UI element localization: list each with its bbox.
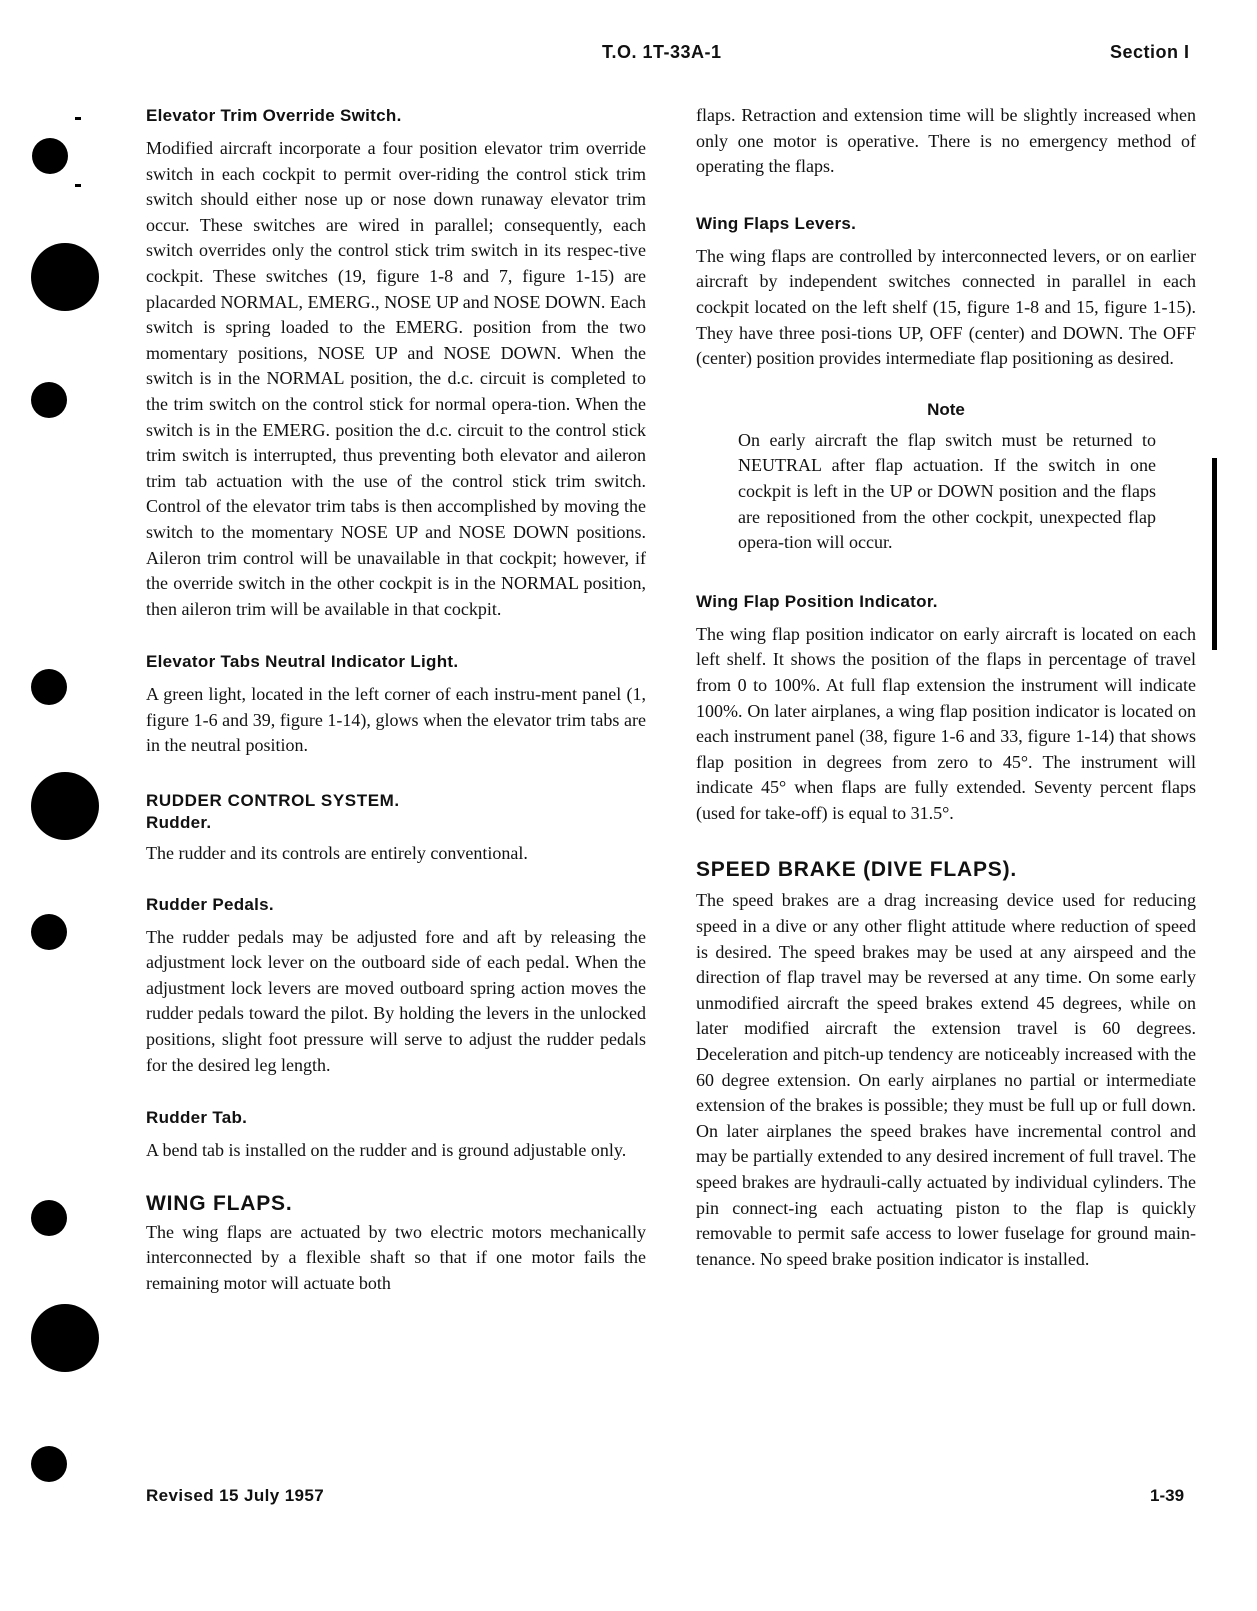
paragraph-wing-flaps: The wing flaps are actuated by two electric motors mechanically interconnected by a flexible shaft so that if one motor fails the remaining motor will actuate both <box>146 1221 646 1293</box>
heading-elevator-trim-override: Elevator Trim Override Switch. <box>146 106 402 125</box>
margin-mark <box>75 184 81 187</box>
paragraph-rudder-pedals: The rudder pedals may be adjusted fore and aft by releasing the adjustment lock lever on the outboard side of each pedal. When the adjustment lock levers are moved outboard spring action moves the rudder pedals toward the pilot. By holding the levers in the unlocked positions, slight foot pressure will serve to adjust the rudder pedals for the desired leg length. <box>146 926 646 1075</box>
right-column <box>696 103 1196 1272</box>
binder-hole <box>31 382 67 418</box>
paragraph-rudder: The rudder and its controls are entirely conventional. <box>146 843 528 864</box>
heading-rudder-control-system: RUDDER CONTROL SYSTEM. <box>146 791 400 811</box>
paragraph-speed-brake: The speed brakes are a drag increasing device used for reducing speed in a dive or any other flight attitude where reduction of speed is desired. The speed brakes may be used at any airspeed and the direction of flap travel may be reversed at any time. On some early unmodified aircraft the speed brakes extend 45 degrees, while on later modified aircraft the extension travel is 60 degrees. Deceleration and pitch-up tendency are noticeably increased with the 60 degree extension. On early airplanes no partial or intermediate extension of the brakes is possible; they must be full up or full down. On later airplanes the speed brakes have incremental control and may be partially extended to any desired increment of full travel. The speed brakes are hydrauli-cally actuated by individual cylinders. The pin connect-ing each actuating piston to the flap is quickly removable to permit safe access to lower fuselage for ground main-tenance. No speed brake position indicator is installed. <box>696 890 1196 1269</box>
binder-hole <box>31 1200 67 1236</box>
left-column <box>146 106 646 1297</box>
binder-hole <box>31 669 67 705</box>
binder-hole <box>32 138 68 174</box>
revision-change-bar <box>1212 458 1217 650</box>
heading-wing-flaps: WING FLAPS. <box>146 1191 293 1215</box>
binder-hole <box>31 914 67 950</box>
note-title: Note <box>927 399 965 419</box>
note-body: On early aircraft the flap switch must be returned to NEUTRAL after flap actuation. If the switch in one cockpit is left in the UP or DOWN position and the flaps are repositioned from the other cockpit, unexpected flap opera-tion will occur. <box>738 429 1156 553</box>
heading-rudder-pedals: Rudder Pedals. <box>146 894 274 914</box>
paragraph-elevator-trim-override: Modified aircraft incorporate a four position elevator trim override switch in each cockpit to permit over-riding the control stick trim switch should either nose up or nose down runaway elevator trim occur. These switches are wired in parallel; consequently, each switch overrides only the control stick trim switch in its respec-tive cockpit. These switches (19, figure 1-8 and 7, figure 1-15) are placarded NORMAL, EMERG., NOSE UP and NOSE DOWN. Each switch is spring loaded to the EMERG. position from the two momentary positions, NOSE UP and NOSE DOWN. When the switch is in the NORMAL position, the d.c. circuit is completed to the trim switch on the control stick for normal opera-tion. When the switch is in the EMERG. position the d.c. circuit to the control stick trim switch is interrupted, thus preventing both elevator and aileron trim tab actuation with the use of the control stick trim switch. Control of the elevator trim tabs is then accomplished by moving the switch to the momentary NOSE UP and NOSE DOWN positions. Aileron trim control will be unavailable in that cockpit; however, if the override switch in the other cockpit is in the NORMAL position, then aileron trim will be available in that cockpit. <box>146 138 646 619</box>
paragraph-wing-flaps-levers: The wing flaps are controlled by interconnected levers, or on earlier aircraft by independent switches connected in parallel in each cockpit located on the left shelf (15, figure 1-8 and 15, figure 1-15). They have three posi-tions UP, OFF (center) and DOWN. The OFF (center) position provides intermediate flap positioning as desired. <box>696 245 1196 369</box>
heading-speed-brake: SPEED BRAKE (DIVE FLAPS). <box>696 858 1018 882</box>
binder-hole <box>31 1446 67 1482</box>
document-id: T.O. 1T-33A-1 <box>602 42 722 62</box>
paragraph-wing-flaps-continued: flaps. Retraction and extension time will be slightly increased when only one motor is operative. There is no emergency method of operating the flaps. <box>696 105 1196 177</box>
revision-date: Revised 15 July 1957 <box>146 1486 325 1505</box>
heading-rudder-tab: Rudder Tab. <box>146 1108 248 1128</box>
paragraph-elevator-tabs-neutral-light: A green light, located in the left corner of each instru-ment panel (1, figure 1-6 and 39, figure 1-14), glows when the elevator trim tabs are in the neutral position. <box>146 684 646 756</box>
paragraph-wing-flap-position-indicator: The wing flap position indicator on early aircraft is located on each left shelf. It shows the position of the flaps in percentage of travel from 0 to 100%. At full flap extension the instrument will indicate 100%. On later airplanes, a wing flap position indicator is located on each instrument panel (38, figure 1-6 and 33, figure 1-14) that shows flap position in degrees from zero to 45°. The instrument will indicate 45° when flaps are fully extended. Seventy percent flaps (used for take-off) is equal to 31.5°. <box>696 623 1196 823</box>
heading-rudder: Rudder. <box>146 813 212 833</box>
heading-wing-flaps-levers: Wing Flaps Levers. <box>696 213 857 233</box>
paragraph-rudder-tab: A bend tab is installed on the rudder and is ground adjustable only. <box>146 1140 627 1161</box>
binder-hole <box>31 1304 99 1372</box>
page-number: 1-39 <box>1150 1486 1185 1505</box>
heading-wing-flap-position-indicator: Wing Flap Position Indicator. <box>696 591 938 611</box>
binder-hole <box>31 243 99 311</box>
margin-mark <box>75 117 81 120</box>
section-label: Section I <box>1110 42 1190 62</box>
binder-hole <box>31 772 99 840</box>
heading-elevator-tabs-neutral-light: Elevator Tabs Neutral Indicator Light. <box>146 652 459 672</box>
